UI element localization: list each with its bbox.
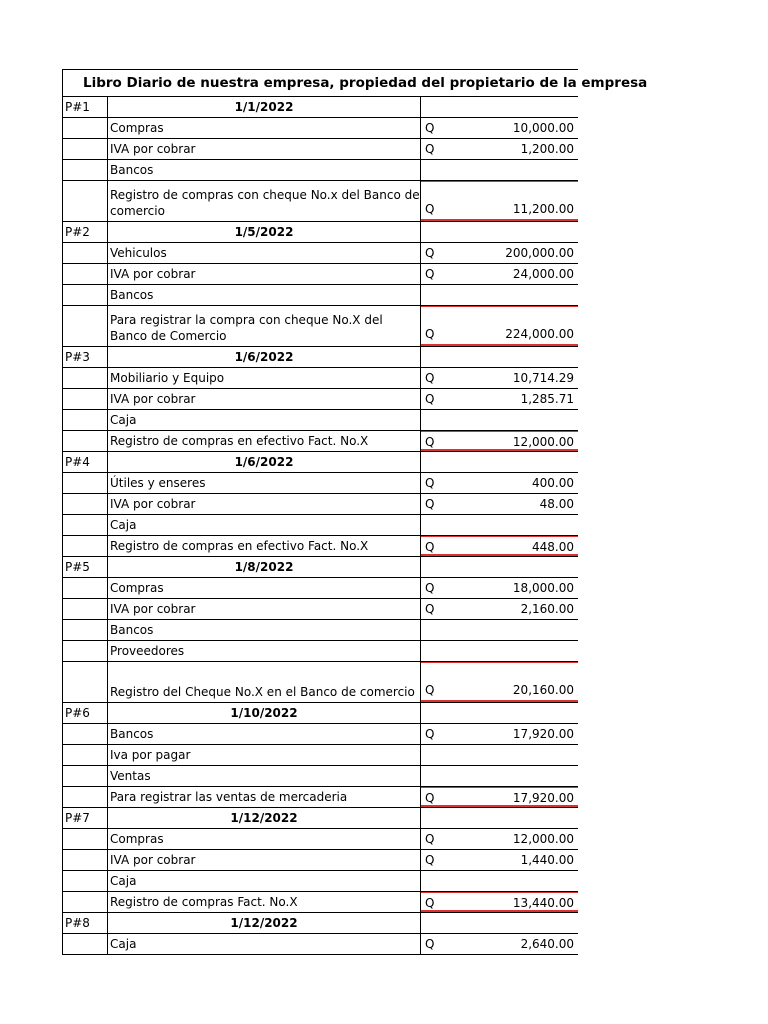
amount-cell-empty: [421, 913, 578, 933]
line-ref-cell: [63, 724, 108, 744]
entry-header-row: [62, 452, 578, 473]
line-ref-cell: [63, 473, 108, 493]
account-label: Registro de compras en efectivo Fact. No.X: [110, 539, 369, 553]
entry-total-row: [62, 787, 578, 808]
amount-cell: [421, 243, 578, 263]
line-ref-cell: [63, 536, 108, 556]
amount-value: 2,640.00: [520, 937, 574, 951]
entry-date: 1/5/2022: [108, 222, 421, 242]
amount-value: 10,714.29: [512, 371, 574, 385]
amount-value: 17,920.00: [512, 791, 574, 805]
amount-cell: [421, 139, 578, 159]
account-label: Para registrar las ventas de mercaderia: [110, 790, 348, 804]
currency-symbol: Q: [425, 392, 435, 406]
entry-total-row: [62, 892, 578, 913]
amount-value: 2,160.00: [520, 602, 574, 616]
entry-total-row: [62, 181, 578, 222]
entry-line-row: [62, 850, 578, 871]
entry-line-row: [62, 829, 578, 850]
currency-symbol: [421, 745, 445, 765]
account-name: [108, 724, 421, 744]
currency-symbol: Q: [425, 202, 435, 216]
currency-symbol: Q: [425, 371, 435, 385]
line-ref-cell: [63, 515, 108, 535]
amount-value: 12,000.00: [512, 832, 574, 846]
entry-number: P#6: [63, 703, 108, 723]
line-ref-cell: [63, 181, 108, 221]
currency-symbol: Q: [425, 791, 435, 805]
account-label: Caja: [110, 413, 137, 427]
account-label: Registro de compras en efectivo Fact. No.X: [110, 434, 369, 448]
entry-number: P#7: [63, 808, 108, 828]
line-ref-cell: [63, 599, 108, 619]
entry-date: 1/6/2022: [108, 347, 421, 367]
account-label: IVA por cobrar: [110, 497, 196, 511]
account-label: IVA por cobrar: [110, 142, 196, 156]
line-ref-cell: [63, 139, 108, 159]
amount-cell: [421, 536, 578, 556]
entry-line-row: [62, 871, 578, 892]
entry-line-row: [62, 724, 578, 745]
journal-title: Libro Diario de nuestra empresa, propiedad del propietario de la empresa: [62, 69, 578, 97]
currency-symbol: Q: [425, 540, 435, 554]
amount-cell: [421, 368, 578, 388]
entry-line-row: [62, 599, 578, 620]
entry-line-row: [62, 641, 578, 662]
entry-header-row: [62, 808, 578, 829]
account-name: [108, 850, 421, 870]
account-name: [108, 599, 421, 619]
amount-cell: [421, 389, 578, 409]
entry-line-row: [62, 494, 578, 515]
currency-symbol: Q: [425, 435, 435, 449]
entry-line-row: [62, 766, 578, 787]
account-name: [108, 410, 421, 430]
amount-cell: [421, 829, 578, 849]
line-ref-cell: [63, 410, 108, 430]
amount-cell-empty: [421, 347, 578, 367]
amount-cell: [421, 494, 578, 514]
currency-symbol: Q: [425, 602, 435, 616]
amount-cell: [421, 745, 578, 765]
amount-cell-empty: [421, 222, 578, 242]
amount-value: 18,000.00: [512, 581, 574, 595]
account-label: Compras: [110, 581, 164, 595]
amount-value: 13,440.00: [512, 896, 574, 910]
account-label: Registro de compras con cheque No.x del Banco de comercio: [110, 188, 420, 218]
entry-line-row: [62, 410, 578, 431]
amount-value: 24,000.00: [512, 267, 574, 281]
account-label: Bancos: [110, 288, 154, 302]
amount-cell: [421, 118, 578, 138]
entry-number: P#1: [63, 97, 108, 117]
line-ref-cell: [63, 620, 108, 640]
amount-value: 448.00: [532, 540, 574, 554]
currency-symbol: Q: [425, 142, 435, 156]
entry-line-row: [62, 389, 578, 410]
amount-cell: [421, 724, 578, 744]
currency-symbol: Q: [425, 683, 435, 697]
entry-line-row: [62, 578, 578, 599]
amount-cell: [421, 578, 578, 598]
line-ref-cell: [63, 850, 108, 870]
amount-cell: [421, 934, 578, 954]
entry-line-row: [62, 285, 578, 306]
account-name: [108, 431, 421, 451]
line-ref-cell: [63, 118, 108, 138]
account-label: Compras: [110, 121, 164, 135]
entry-line-row: [62, 243, 578, 264]
account-label: Iva por pagar: [110, 748, 191, 762]
amount-cell: [421, 766, 578, 786]
account-name: [108, 264, 421, 284]
entry-number: P#3: [63, 347, 108, 367]
entry-header-row: [62, 222, 578, 243]
entry-header-row: [62, 97, 578, 118]
amount-cell: [421, 787, 578, 807]
account-name: [108, 494, 421, 514]
amount-cell: [421, 431, 578, 451]
line-ref-cell: [63, 243, 108, 263]
amount-cell-empty: [421, 557, 578, 577]
line-ref-cell: [63, 829, 108, 849]
entry-date: 1/1/2022: [108, 97, 421, 117]
account-label: Caja: [110, 518, 137, 532]
line-ref-cell: [63, 160, 108, 180]
entry-line-row: [62, 368, 578, 389]
amount-cell: [421, 850, 578, 870]
amount-value: 17,920.00: [512, 727, 574, 741]
amount-value: 1,200.00: [520, 142, 574, 156]
amount-cell: [421, 662, 578, 702]
amount-cell: [421, 473, 578, 493]
account-label: Útiles y enseres: [110, 476, 206, 490]
entry-line-row: [62, 118, 578, 139]
line-ref-cell: [63, 431, 108, 451]
amount-value: [445, 766, 578, 786]
entry-line-row: [62, 473, 578, 494]
amount-value: [445, 871, 578, 891]
account-label: IVA por cobrar: [110, 853, 196, 867]
currency-symbol: Q: [425, 727, 435, 741]
currency-symbol: [421, 515, 445, 535]
account-name: [108, 578, 421, 598]
journal-sheet: [62, 69, 648, 955]
account-name: [108, 745, 421, 765]
journal-rows: [62, 97, 578, 955]
account-name: [108, 160, 421, 180]
account-name: [108, 473, 421, 493]
account-name: [108, 641, 421, 661]
entry-date: 1/8/2022: [108, 557, 421, 577]
account-name: [108, 934, 421, 954]
amount-value: 12,000.00: [512, 435, 574, 449]
account-name: [108, 662, 421, 702]
account-name: [108, 871, 421, 891]
amount-cell: [421, 181, 578, 221]
amount-cell-empty: [421, 808, 578, 828]
account-label: Para registrar la compra con cheque No.X del Banco de Comercio: [110, 313, 383, 343]
entry-total-row: [62, 662, 578, 703]
currency-symbol: Q: [425, 853, 435, 867]
entry-date: 1/12/2022: [108, 913, 421, 933]
line-ref-cell: [63, 766, 108, 786]
currency-symbol: [421, 160, 445, 180]
entry-line-row: [62, 515, 578, 536]
currency-symbol: Q: [425, 327, 435, 341]
account-label: Bancos: [110, 727, 154, 741]
account-label: Mobiliario y Equipo: [110, 371, 225, 385]
entry-number: P#4: [63, 452, 108, 472]
entry-total-row: [62, 306, 578, 347]
amount-value: [445, 410, 578, 430]
amount-value: [445, 745, 578, 765]
currency-symbol: Q: [425, 497, 435, 511]
entry-header-row: [62, 703, 578, 724]
account-label: Registro del Cheque No.X en el Banco de comercio: [110, 685, 415, 699]
currency-symbol: [421, 641, 445, 661]
amount-cell: [421, 599, 578, 619]
account-name: [108, 368, 421, 388]
amount-cell: [421, 264, 578, 284]
entry-line-row: [62, 264, 578, 285]
line-ref-cell: [63, 745, 108, 765]
entry-date: 1/6/2022: [108, 452, 421, 472]
amount-value: 20,160.00: [512, 683, 574, 697]
account-name: [108, 536, 421, 556]
account-name: [108, 766, 421, 786]
account-label: Ventas: [110, 769, 151, 783]
currency-symbol: Q: [425, 896, 435, 910]
amount-cell: [421, 306, 578, 346]
amount-value: [445, 641, 578, 661]
line-ref-cell: [63, 389, 108, 409]
account-label: Registro de compras Fact. No.X: [110, 895, 298, 909]
amount-value: 224,000.00: [505, 327, 574, 341]
line-ref-cell: [63, 264, 108, 284]
amount-value: 1,285.71: [520, 392, 574, 406]
amount-cell: [421, 871, 578, 891]
amount-cell: [421, 410, 578, 430]
amount-cell-empty: [421, 97, 578, 117]
currency-symbol: Q: [425, 121, 435, 135]
account-name: [108, 243, 421, 263]
entry-header-row: [62, 913, 578, 934]
amount-value: 200,000.00: [505, 246, 574, 260]
amount-value: 1,440.00: [520, 853, 574, 867]
account-label: Proveedores: [110, 644, 185, 658]
amount-value: 48.00: [539, 497, 574, 511]
amount-value: [445, 620, 578, 640]
account-label: Vehiculos: [110, 246, 167, 260]
account-name: [108, 829, 421, 849]
line-ref-cell: [63, 641, 108, 661]
account-name: [108, 306, 421, 346]
line-ref-cell: [63, 934, 108, 954]
line-ref-cell: [63, 871, 108, 891]
account-name: [108, 892, 421, 912]
entry-total-row: [62, 431, 578, 452]
entry-line-row: [62, 934, 578, 955]
line-ref-cell: [63, 662, 108, 702]
entry-line-row: [62, 620, 578, 641]
currency-symbol: [421, 871, 445, 891]
account-label: IVA por cobrar: [110, 602, 196, 616]
amount-value: 11,200.00: [512, 202, 574, 216]
line-ref-cell: [63, 892, 108, 912]
entry-line-row: [62, 139, 578, 160]
amount-value: 10,000.00: [512, 121, 574, 135]
entry-header-row: [62, 347, 578, 368]
amount-cell: [421, 620, 578, 640]
line-ref-cell: [63, 306, 108, 346]
currency-symbol: Q: [425, 832, 435, 846]
account-label: IVA por cobrar: [110, 392, 196, 406]
entry-number: P#2: [63, 222, 108, 242]
amount-value: [445, 515, 578, 535]
account-label: Caja: [110, 874, 137, 888]
amount-value: 400.00: [532, 476, 574, 490]
currency-symbol: Q: [425, 246, 435, 260]
line-ref-cell: [63, 578, 108, 598]
line-ref-cell: [63, 285, 108, 305]
account-name: [108, 139, 421, 159]
amount-cell: [421, 515, 578, 535]
account-name: [108, 285, 421, 305]
currency-symbol: Q: [425, 937, 435, 951]
currency-symbol: [421, 766, 445, 786]
amount-value: [445, 160, 578, 180]
currency-symbol: [421, 285, 445, 305]
currency-symbol: [421, 620, 445, 640]
line-ref-cell: [63, 787, 108, 807]
entry-line-row: [62, 745, 578, 766]
account-name: [108, 620, 421, 640]
currency-symbol: Q: [425, 476, 435, 490]
account-name: [108, 515, 421, 535]
entry-date: 1/10/2022: [108, 703, 421, 723]
amount-cell: [421, 160, 578, 180]
line-ref-cell: [63, 368, 108, 388]
entry-number: P#5: [63, 557, 108, 577]
entry-total-row: [62, 536, 578, 557]
amount-cell: [421, 641, 578, 661]
account-name: [108, 118, 421, 138]
account-label: Compras: [110, 832, 164, 846]
account-label: IVA por cobrar: [110, 267, 196, 281]
currency-symbol: Q: [425, 267, 435, 281]
amount-value: [445, 285, 578, 305]
account-name: [108, 181, 421, 221]
entry-line-row: [62, 160, 578, 181]
account-name: [108, 787, 421, 807]
account-label: Bancos: [110, 163, 154, 177]
line-ref-cell: [63, 494, 108, 514]
account-name: [108, 389, 421, 409]
entry-date: 1/12/2022: [108, 808, 421, 828]
entry-header-row: [62, 557, 578, 578]
amount-cell: [421, 892, 578, 912]
amount-cell-empty: [421, 703, 578, 723]
currency-symbol: [421, 410, 445, 430]
currency-symbol: Q: [425, 581, 435, 595]
amount-cell-empty: [421, 452, 578, 472]
amount-cell: [421, 285, 578, 305]
account-label: Caja: [110, 937, 137, 951]
account-label: Bancos: [110, 623, 154, 637]
entry-number: P#8: [63, 913, 108, 933]
